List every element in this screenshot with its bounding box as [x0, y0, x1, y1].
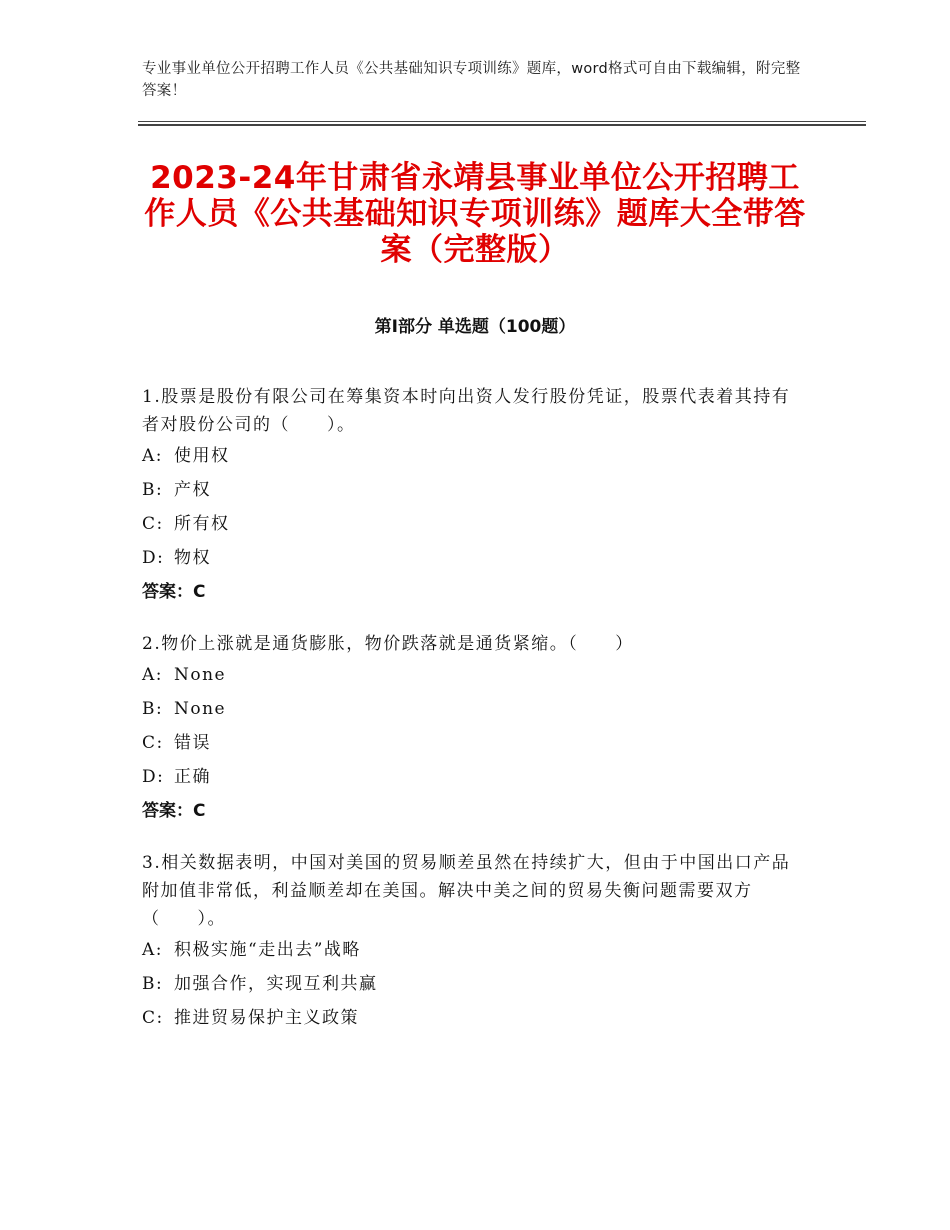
question-stem: 2.物价上涨就是通货膨胀，物价跌落就是通货紧缩。（ ） [142, 634, 634, 654]
option-b [142, 692, 802, 726]
option-key: C: [142, 733, 164, 753]
option-text: 推进贸易保护主义政策 [174, 1008, 359, 1028]
header-divider [138, 121, 866, 126]
question-1 [142, 383, 802, 609]
option-b [142, 967, 802, 1001]
question-stem: 1.股票是股份有限公司在筹集资本时向出资人发行股份凭证，股票代表着其持有者对股份公司的（ ）。 [142, 387, 791, 435]
option-key: A: [142, 446, 164, 466]
option-key: B: [142, 480, 164, 500]
answer-label: 答案：C [142, 582, 206, 602]
option-d [142, 541, 802, 575]
option-c [142, 726, 802, 760]
option-b [142, 473, 802, 507]
option-d [142, 760, 802, 794]
section-title: 第Ⅰ部分 单选题（100题） [374, 317, 576, 337]
question-stem: 3.相关数据表明，中国对美国的贸易顺差虽然在持续扩大，但由于中国出口产品附加值非常低，利益顺差却在美国。解决中美之间的贸易失衡问题需要双方（ ）。 [142, 853, 791, 929]
option-key: C: [142, 514, 164, 534]
option-text: 积极实施“走出去”战略 [174, 940, 361, 960]
option-text: 正确 [174, 767, 211, 787]
option-a [142, 933, 802, 967]
option-key: B: [142, 974, 164, 994]
option-a [142, 439, 802, 473]
option-c [142, 507, 802, 541]
option-key: B: [142, 699, 164, 719]
option-key: C: [142, 1008, 164, 1028]
option-key: A: [142, 665, 164, 685]
page-header-text: 专业事业单位公开招聘工作人员《公共基础知识专项训练》题库，word格式可自由下载编辑，附完整答案！ [142, 61, 801, 99]
option-text: None [174, 699, 227, 719]
answer-label: 答案：C [142, 801, 206, 821]
option-text: 所有权 [174, 514, 230, 534]
option-text: 加强合作，实现互利共赢 [174, 974, 378, 994]
question-2 [142, 630, 802, 828]
option-text: 错误 [174, 733, 211, 753]
option-key: D: [142, 767, 165, 787]
option-text: 产权 [174, 480, 211, 500]
document-title: 2023-24年甘肃省永靖县事业单位公开招聘工作人员《公共基础知识专项训练》题库大全带答案（完整版） [144, 160, 806, 268]
option-text: 使用权 [174, 446, 230, 466]
option-key: A: [142, 940, 164, 960]
option-text: None [174, 665, 227, 685]
question-3 [142, 849, 802, 1035]
option-text: 物权 [174, 548, 211, 568]
option-c [142, 1001, 802, 1035]
option-key: D: [142, 548, 165, 568]
question-list [142, 383, 802, 1056]
option-a [142, 658, 802, 692]
